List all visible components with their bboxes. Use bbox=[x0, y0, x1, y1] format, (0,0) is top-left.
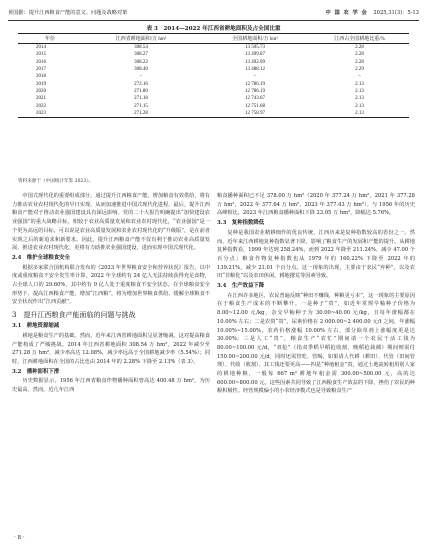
table-cell: 2.13 bbox=[355, 103, 364, 109]
table-cell: 13 488.12 bbox=[245, 67, 265, 73]
table-title: 表 3 2014—2022 年江西省耕地面积及占全国比重 bbox=[146, 26, 281, 32]
table-cell: 2.29 bbox=[355, 67, 364, 73]
table-cell: 271.18 bbox=[134, 96, 148, 102]
table-header-cell: 江西占全国耕地比重/% bbox=[310, 34, 409, 44]
subsection-heading: 3.2 播种面积下滑 bbox=[12, 368, 60, 375]
table-cell: 2.13 bbox=[355, 88, 364, 94]
subsection-heading: 3.4 生产效益下降 bbox=[217, 283, 265, 290]
body-paragraph: 耕地是粮食生产的基础。然而，近年来江西省耕地面积呈显著缩减，这对提高粮食产能构成了严峻挑战。2014 年江西省耕地面积 308.54 万 hm²，2022 年减少至 271.28 万 hm²，减少率高达 12.08%，减少率远高于全国耕地减少率（5.54%）；同时，江西耕地面积在全国的占比也由 2014 年的 2.28% 下降至 2.13%（表 3）。 bbox=[12, 332, 210, 365]
subsection-heading: 3.3 复种指数降低 bbox=[217, 220, 265, 227]
section-heading: 3 提升江西粮食产能面临的问题与挑战 bbox=[12, 311, 136, 320]
header-article-title: 黄国勤：提升江西粮食产能的意义、问题及战略对策 bbox=[8, 10, 128, 16]
body-paragraph: 粮食播种面积已不足 378.00 万 hm²（2020 年 377.24 万 hm²，2021 年 377.28 万 hm²，2022 年 377.64 万 hm²，2023 年 377.43 万 hm²）。与 1956 年的历史高峰相比，2023 年江西粮食播种面积下降 23.05 万 hm²，降幅达 5.76%。 bbox=[217, 193, 415, 217]
table-cell: 13 492.09 bbox=[245, 59, 265, 65]
table-row bbox=[18, 95, 409, 102]
table-cell: 2.28 bbox=[355, 45, 364, 51]
table-cell: 2.28 bbox=[355, 52, 364, 58]
table-cell: – bbox=[139, 74, 143, 80]
table-cell: 2.13 bbox=[310, 110, 409, 118]
left-column bbox=[12, 192, 210, 395]
table-cell: 271.15 bbox=[134, 103, 148, 109]
table-cell: 2016 bbox=[36, 59, 46, 65]
table-cell: 12 743.67 bbox=[245, 96, 265, 102]
body-paragraph: 复种是我国农业精耕细作的优良传统，江西历来是复种指数较高的省份之一。然而，近年来江西耕地复种指数显著下降，影响了粮食生产的发展和产能的提升。从耕地复种指数看，1999 年达到 258.24%，而到 2022 年降至 211.24%，减少 47.00 个百分点；粮食作物复种指数也从 1979 年的 160.22% 下降至 2022 年的 139.21%，减少 21.01 个百分点。这一现象的出现，主要由于农民“弃种”，以及农田“非粮化”以及农田休闲，耕地撂荒等因素导致。 bbox=[217, 229, 415, 280]
table-cell: 272.16 bbox=[134, 81, 148, 87]
table-row bbox=[18, 88, 409, 95]
table-cell: 2.13 bbox=[355, 96, 364, 102]
table-cell: 2.13 bbox=[355, 81, 364, 87]
table-cell: 2019 bbox=[36, 81, 46, 87]
table-row bbox=[18, 66, 409, 73]
body-paragraph: 历史数据显示，1956 年江西省粮食作物播种面积曾高达 400.48 万 hm²，为历史最高。然而，近几年江西 bbox=[12, 378, 210, 394]
table-cell: 12 786.19 bbox=[245, 81, 265, 87]
table-header-cell: 江西省耕地面积/万 hm² bbox=[82, 34, 200, 44]
table-cell: 2017 bbox=[36, 67, 46, 73]
table-row bbox=[18, 44, 409, 52]
table-cell: 308.22 bbox=[134, 59, 148, 65]
table-header-row bbox=[18, 34, 409, 44]
journal-issue: 2025,31(3)：5-13 bbox=[373, 10, 419, 16]
table-cell: 2014 bbox=[36, 45, 46, 51]
table-cell: 308.54 bbox=[134, 45, 148, 51]
table-cell: 308.40 bbox=[134, 67, 148, 73]
body-paragraph: 在江西许多地区，农民普遍反映“种田不赚钱，种粮更亏本”，这一现象的主要原因在于粮食生产成本的不断攀升。一是种子“贵”，如近年常规早籼种子价格为 8.00~12.00 元/kg，杂交早籼种子为 30.00~40.00 元/kg，且每年涨幅都在 10.00% 左右；二是农资“贵”，尿素价格在 2 000.00~2 400.00 元/t 之间，年涨幅 10.00%~15.00%，农药价格涨幅 10.00% 左右，部分除草剂上涨幅度更是达 30.00%；三是人工“贵”，粮食生产“农忙”期间请一个农民干活工钱为 80.00~100.00 元/d，“双抢”（指双季稻早稻抢收割、晚稻抢栽插）期间则需付 150.00~200.00 元/d，同时还需管吃、管喝，如果请人代耕（耕田）、代管（田间管理）、代收（收割），其工钱还要更高——四是“种地租金”贵，通过土地流转租用别人家的耕地种粮，一般每 667 m² 耕地年租金需 300.00~500.00 元，高的达 600.00~800.00 元。这些因素共同导致了江西粮食生产效益的下降，挫伤了农民的种粮积极性。经营规模偏小的小农经济模式也是导致粮食生产 bbox=[217, 292, 415, 395]
table-row bbox=[18, 102, 409, 109]
table-cell: 12 786.19 bbox=[245, 88, 265, 94]
table-header-cell: 年份 bbox=[18, 34, 82, 44]
table-cell: 13 499.87 bbox=[245, 52, 265, 58]
header-journal-info bbox=[326, 6, 419, 20]
body-paragraph: 根据多家联合国机构联合发布的《2023 年世界粮食安全和营养状况》报告，以中度或重度粮食不安全发生率计算，2022 年全球约有 24 亿人无法持续获得充足食物，占全球人口的 29.60%，其中约有 9 亿人处于重度粮食不安全状态。在全球粮食安全形势下，提高江西粮食产能，增加“江西粮”，将为增加世界粮食供给、缓解全球粮食不安全状况作出“江西贡献”。 bbox=[12, 264, 210, 306]
journal-name: 中 国 农 学 会 bbox=[325, 10, 368, 16]
table-row bbox=[18, 73, 409, 80]
page-number: · 8 · bbox=[14, 535, 25, 541]
table-cell: 2023 bbox=[18, 110, 82, 118]
table-cell: 2.28 bbox=[355, 59, 364, 65]
table-cell: 271.28 bbox=[82, 110, 200, 118]
farmland-table bbox=[18, 33, 409, 118]
table-header-cell: 全国耕地面积/万 hm² bbox=[200, 34, 310, 44]
table-row bbox=[18, 51, 409, 58]
body-paragraph: 中国式现代化的重要组成部分。通过提升江西粮食产能，增加粮食有效供给，将有力推动农业农村现代化的早日实现，从而加速推进中国式现代化进程。最后，提升江西粮食产能对于推动农业强国建设具有深远影响。党的二十大报告明确提出“加快建设农业强国”的重大战略目标，相较于农业高质量发展和农业农村现代化，“农业强国”是一个更为高远的目标，可以说是农业高质量发展和农业农村现代化的“升级版”，是在前者实现之后的新追求和新要求。因此，提升江西粮食产能不仅有利于推动农业高质量发展、推进农业农村现代化，更将有力助推农业强国建设，进而实现中国式现代化。 bbox=[12, 193, 210, 252]
table-cell: 2018 bbox=[36, 74, 46, 80]
table-cell: 2015 bbox=[36, 52, 46, 58]
table-cell: 2022 bbox=[36, 103, 46, 109]
table-cell: 271.80 bbox=[134, 88, 148, 94]
table-cell: 2021 bbox=[36, 96, 46, 102]
table-row bbox=[18, 59, 409, 66]
table-cell: 2020 bbox=[36, 88, 46, 94]
table-cell: 308.27 bbox=[134, 52, 148, 58]
table-cell: – bbox=[358, 74, 361, 80]
right-column bbox=[217, 192, 415, 396]
subsection-heading: 3.1 耕地资源缩减 bbox=[12, 323, 60, 330]
table-row bbox=[18, 80, 409, 87]
table-source-note: 资料来源于《中国统计年鉴 2023》。 bbox=[18, 179, 94, 184]
table-cell: – bbox=[253, 74, 257, 80]
subsection-heading: 2.4 维护全球粮食安全 bbox=[12, 254, 70, 261]
running-header bbox=[8, 6, 419, 21]
table-cell: 12 751.68 bbox=[245, 103, 265, 109]
table-cell: 13 505.73 bbox=[245, 45, 265, 51]
table-cell: 12 758.97 bbox=[200, 110, 310, 118]
table-row bbox=[18, 110, 409, 118]
